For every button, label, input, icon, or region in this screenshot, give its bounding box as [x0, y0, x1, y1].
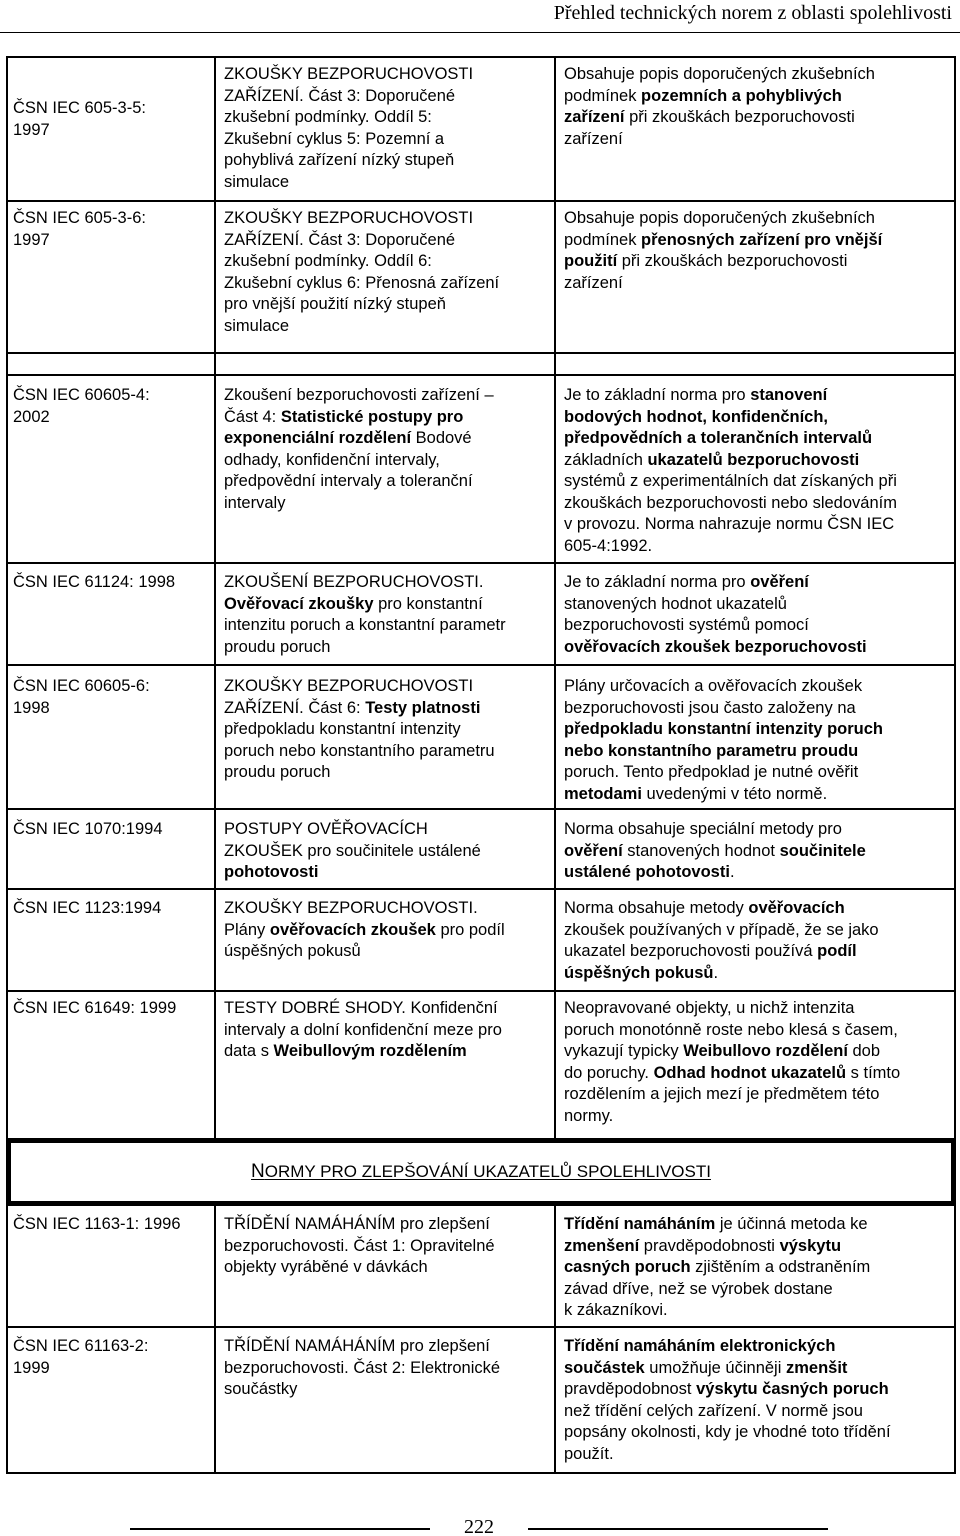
standard-description [564, 208, 948, 294]
standard-description [564, 998, 948, 1127]
standard-description [564, 898, 948, 984]
row-divider [6, 352, 956, 354]
text-segment: základních [564, 450, 643, 469]
standard-description [564, 676, 948, 805]
row-divider [6, 888, 956, 890]
emphasized-text: pozemních a pohyblivých zařízení [564, 86, 842, 126]
column-divider [214, 56, 216, 1138]
emphasized-text: Odhad hodnot ukazatelů [653, 1063, 847, 1082]
text-segment: pravděpodobnosti [639, 1236, 780, 1255]
text-segment: stanovených hodnot [622, 841, 780, 860]
emphasized-text: pohotovosti [224, 863, 319, 881]
emphasized-text: stanovení bodových hodnot, konfidenčních, předpovědních a tolerančních intervalů [564, 386, 873, 447]
text-segment: Norma obsahuje metody [564, 899, 749, 917]
standard-title: TŘÍDĚNÍ NAMÁHÁNÍM pro zlepšení bezporuchovosti. Část 1: Opravitelné objekty vyráběné v dávkách [224, 1215, 495, 1276]
text-segment: Obsahuje popis doporučených zkušebních podmínek [564, 209, 875, 249]
section-heading-initial: N [251, 1161, 265, 1182]
text-segment: zjištěním a odstraněním závad dříve, než se výrobek dostane k zákazníkovi. [564, 1258, 871, 1319]
row-divider [6, 200, 956, 202]
standard-title [224, 819, 550, 884]
emphasized-text: ověření [750, 573, 809, 591]
row-divider [6, 1326, 956, 1328]
text-segment: stanovených hodnot ukazatelů bezporuchovosti systémů pomocí [564, 594, 809, 634]
row-divider [6, 664, 956, 666]
standard-title [224, 572, 550, 658]
emphasized-text: Ověřovací zkoušky [224, 594, 374, 613]
emphasized-text: ukazatelů bezporuchovosti [647, 450, 860, 469]
text-segment: zkoušek používaných v případě, že se jako ukazatel bezporuchovosti používá [564, 920, 879, 960]
text-segment: pravděpodobnost [564, 1380, 692, 1398]
standard-title [224, 898, 550, 963]
text-segment: Obsahuje popis doporučených zkušebních podmínek [564, 65, 875, 105]
text-segment: ZKOUŠENÍ BEZPORUCHOVOSTI. [224, 573, 484, 591]
text-segment: . [729, 863, 735, 881]
standard-code: ČSN IEC 60605-6: 1998 [13, 677, 150, 717]
emphasized-text: metodami [564, 784, 642, 803]
standard-description [564, 385, 948, 557]
standard-code: ČSN IEC 60605-4: 2002 [13, 386, 150, 426]
standard-code: ČSN IEC 605-3-5: 1997 [13, 99, 146, 139]
text-segment: je účinná metoda ke [719, 1215, 868, 1233]
footer-rule [528, 1528, 828, 1530]
text-segment: dob do poruchy. [564, 1042, 881, 1082]
row-divider [6, 374, 956, 376]
text-segment: pro konstantní intenzitu poruch a konstantní parametr proudu poruch [224, 594, 506, 656]
emphasized-text: Testy platnosti [365, 698, 481, 717]
section-heading-rest: ORMY PRO ZLEPŠOVÁNÍ UKAZATELŮ SPOLEHLIVOSTI [264, 1162, 711, 1181]
text-segment: Je to základní norma pro [564, 573, 751, 591]
text-segment: Je to základní norma pro [564, 386, 751, 404]
row-divider [6, 808, 956, 810]
emphasized-text: Weibullovo rozdělení [683, 1042, 848, 1060]
emphasized-text: Statistické postupy pro exponenciální rozdělení [224, 407, 464, 447]
emphasized-text: ověření [564, 841, 623, 860]
emphasized-text: výskytu casných poruch [564, 1236, 842, 1276]
emphasized-text: výskytu časných poruch [696, 1380, 889, 1398]
emphasized-text: předpokladu konstantní intenzity poruch nebo konstantního parametru proudu [564, 720, 884, 760]
text-segment: při zkouškách bezporuchovosti zařízení [564, 252, 848, 292]
emphasized-text: Třídění namáháním [564, 1215, 716, 1233]
standard-code: ČSN IEC 1123:1994 [13, 899, 162, 917]
running-head: Přehled technických norem z oblasti spolehlivosti [553, 2, 952, 24]
emphasized-text: Třídění namáháním elektronických součástek [564, 1337, 836, 1377]
text-segment: s tímto rozdělením a jejich mezí je předmětem této normy. [564, 1063, 901, 1125]
standard-description [564, 819, 948, 884]
text-segment: Zkoušení bezporuchovosti zařízení – Část 4: [224, 386, 494, 426]
standard-title: TŘÍDĚNÍ NAMÁHÁNÍM pro zlepšení bezporuchovosti. Část 2: Elektronické součástky [224, 1337, 501, 1398]
emphasized-text: Weibullovým rozdělením [273, 1042, 467, 1060]
emphasized-text: zmenšení [564, 1236, 640, 1255]
column-divider [214, 1206, 216, 1474]
footer-rule [130, 1528, 430, 1530]
standard-code: ČSN IEC 61649: 1999 [13, 999, 177, 1017]
standard-code: ČSN IEC 1163-1: 1996 [13, 1215, 181, 1233]
text-segment: umožňuje účinněji [644, 1358, 786, 1377]
text-segment: ZKOUŠKY BEZPORUCHOVOSTI ZAŘÍZENÍ. Část 6: [224, 677, 474, 717]
emphasized-text: přenosných zařízení pro vnější použití [564, 230, 883, 270]
text-segment: předpokladu konstantní intenzity poruch nebo konstantního parametru proudu poruch [224, 720, 495, 781]
text-segment: TESTY DOBRÉ SHODY. Konfidenční intervaly a dolní konfidenční meze pro data s [224, 999, 502, 1060]
text-segment: Bodové odhady, konfidenční intervaly, předpovědní intervaly a toleranční intervaly [224, 429, 473, 512]
text-segment: Norma obsahuje speciální metody pro [564, 820, 842, 838]
column-divider [554, 1206, 556, 1474]
standard-description [564, 1214, 948, 1322]
column-divider [554, 56, 556, 1138]
standard-title [224, 998, 550, 1063]
emphasized-text: podíl úspěšných pokusů [564, 942, 857, 982]
standard-code: ČSN IEC 61163-2: 1999 [13, 1337, 149, 1377]
emphasized-text: ověřovacích zkoušek bezporuchovosti [564, 637, 867, 656]
emphasized-text: ověřovacích zkoušek [269, 920, 436, 939]
header-rule [0, 32, 960, 33]
text-segment: ZKOUŠKY BEZPORUCHOVOSTI. Plány [224, 899, 478, 939]
text-segment: než třídění celých zařízení. V normě jsou popsány okolnosti, kdy je vhodné toto třídění použít. [564, 1401, 891, 1463]
text-segment: při zkouškách bezporuchovosti zařízení [564, 108, 855, 148]
standard-description [564, 572, 948, 658]
text-segment: systémů z experimentálních dat získaných při zkouškách bezporuchovosti nebo sledováním v provozu. Norma nahrazuje normu ČSN IEC 605-4:1992. [564, 472, 897, 555]
standard-code: ČSN IEC 605-3-6: 1997 [13, 209, 146, 249]
section-heading [6, 1138, 956, 1206]
standard-code: ČSN IEC 61124: 1998 [13, 573, 176, 591]
text-segment: . [713, 963, 719, 982]
standard-title [224, 676, 550, 784]
emphasized-text: součinitele ustálené pohotovosti [564, 841, 866, 881]
text-segment: poruch. Tento předpoklad je nutné ověřit [564, 763, 859, 781]
text-segment: uvedenými v této normě. [641, 784, 828, 803]
standard-description [564, 1336, 948, 1465]
emphasized-text: ověřovacích [748, 899, 845, 917]
standard-code: ČSN IEC 1070:1994 [13, 820, 163, 838]
page-number: 222 [464, 1516, 494, 1536]
text-segment: Plány určovacích a ověřovacích zkoušek bezporuchovosti jsou často založeny na [564, 677, 863, 717]
text-segment: Neopravované objekty, u nichž intenzita poruch monotónně roste nebo klesá s časem, vykazují typicky [564, 999, 898, 1060]
text-segment: pro podíl úspěšných pokusů [224, 920, 505, 960]
row-divider [6, 562, 956, 564]
text-segment: POSTUPY OVĚŘOVACÍCH ZKOUŠEK pro součinitele ustálené [224, 820, 481, 860]
row-divider [6, 990, 956, 992]
standard-title [224, 385, 550, 514]
standard-title: ZKOUŠKY BEZPORUCHOVOSTI ZAŘÍZENÍ. Část 3: Doporučené zkušební podmínky. Oddíl 6: Zkušební cyklus 6: Přenosná zařízení pro vnější použití nízký stupeň simulace [224, 209, 500, 335]
standard-description [564, 64, 948, 150]
emphasized-text: zmenšit [785, 1358, 848, 1377]
standard-title: ZKOUŠKY BEZPORUCHOVOSTI ZAŘÍZENÍ. Část 3: Doporučené zkušební podmínky. Oddíl 5: Zkušební cyklus 5: Pozemní a pohyblivá zařízení nízký stupeň simulace [224, 65, 474, 191]
